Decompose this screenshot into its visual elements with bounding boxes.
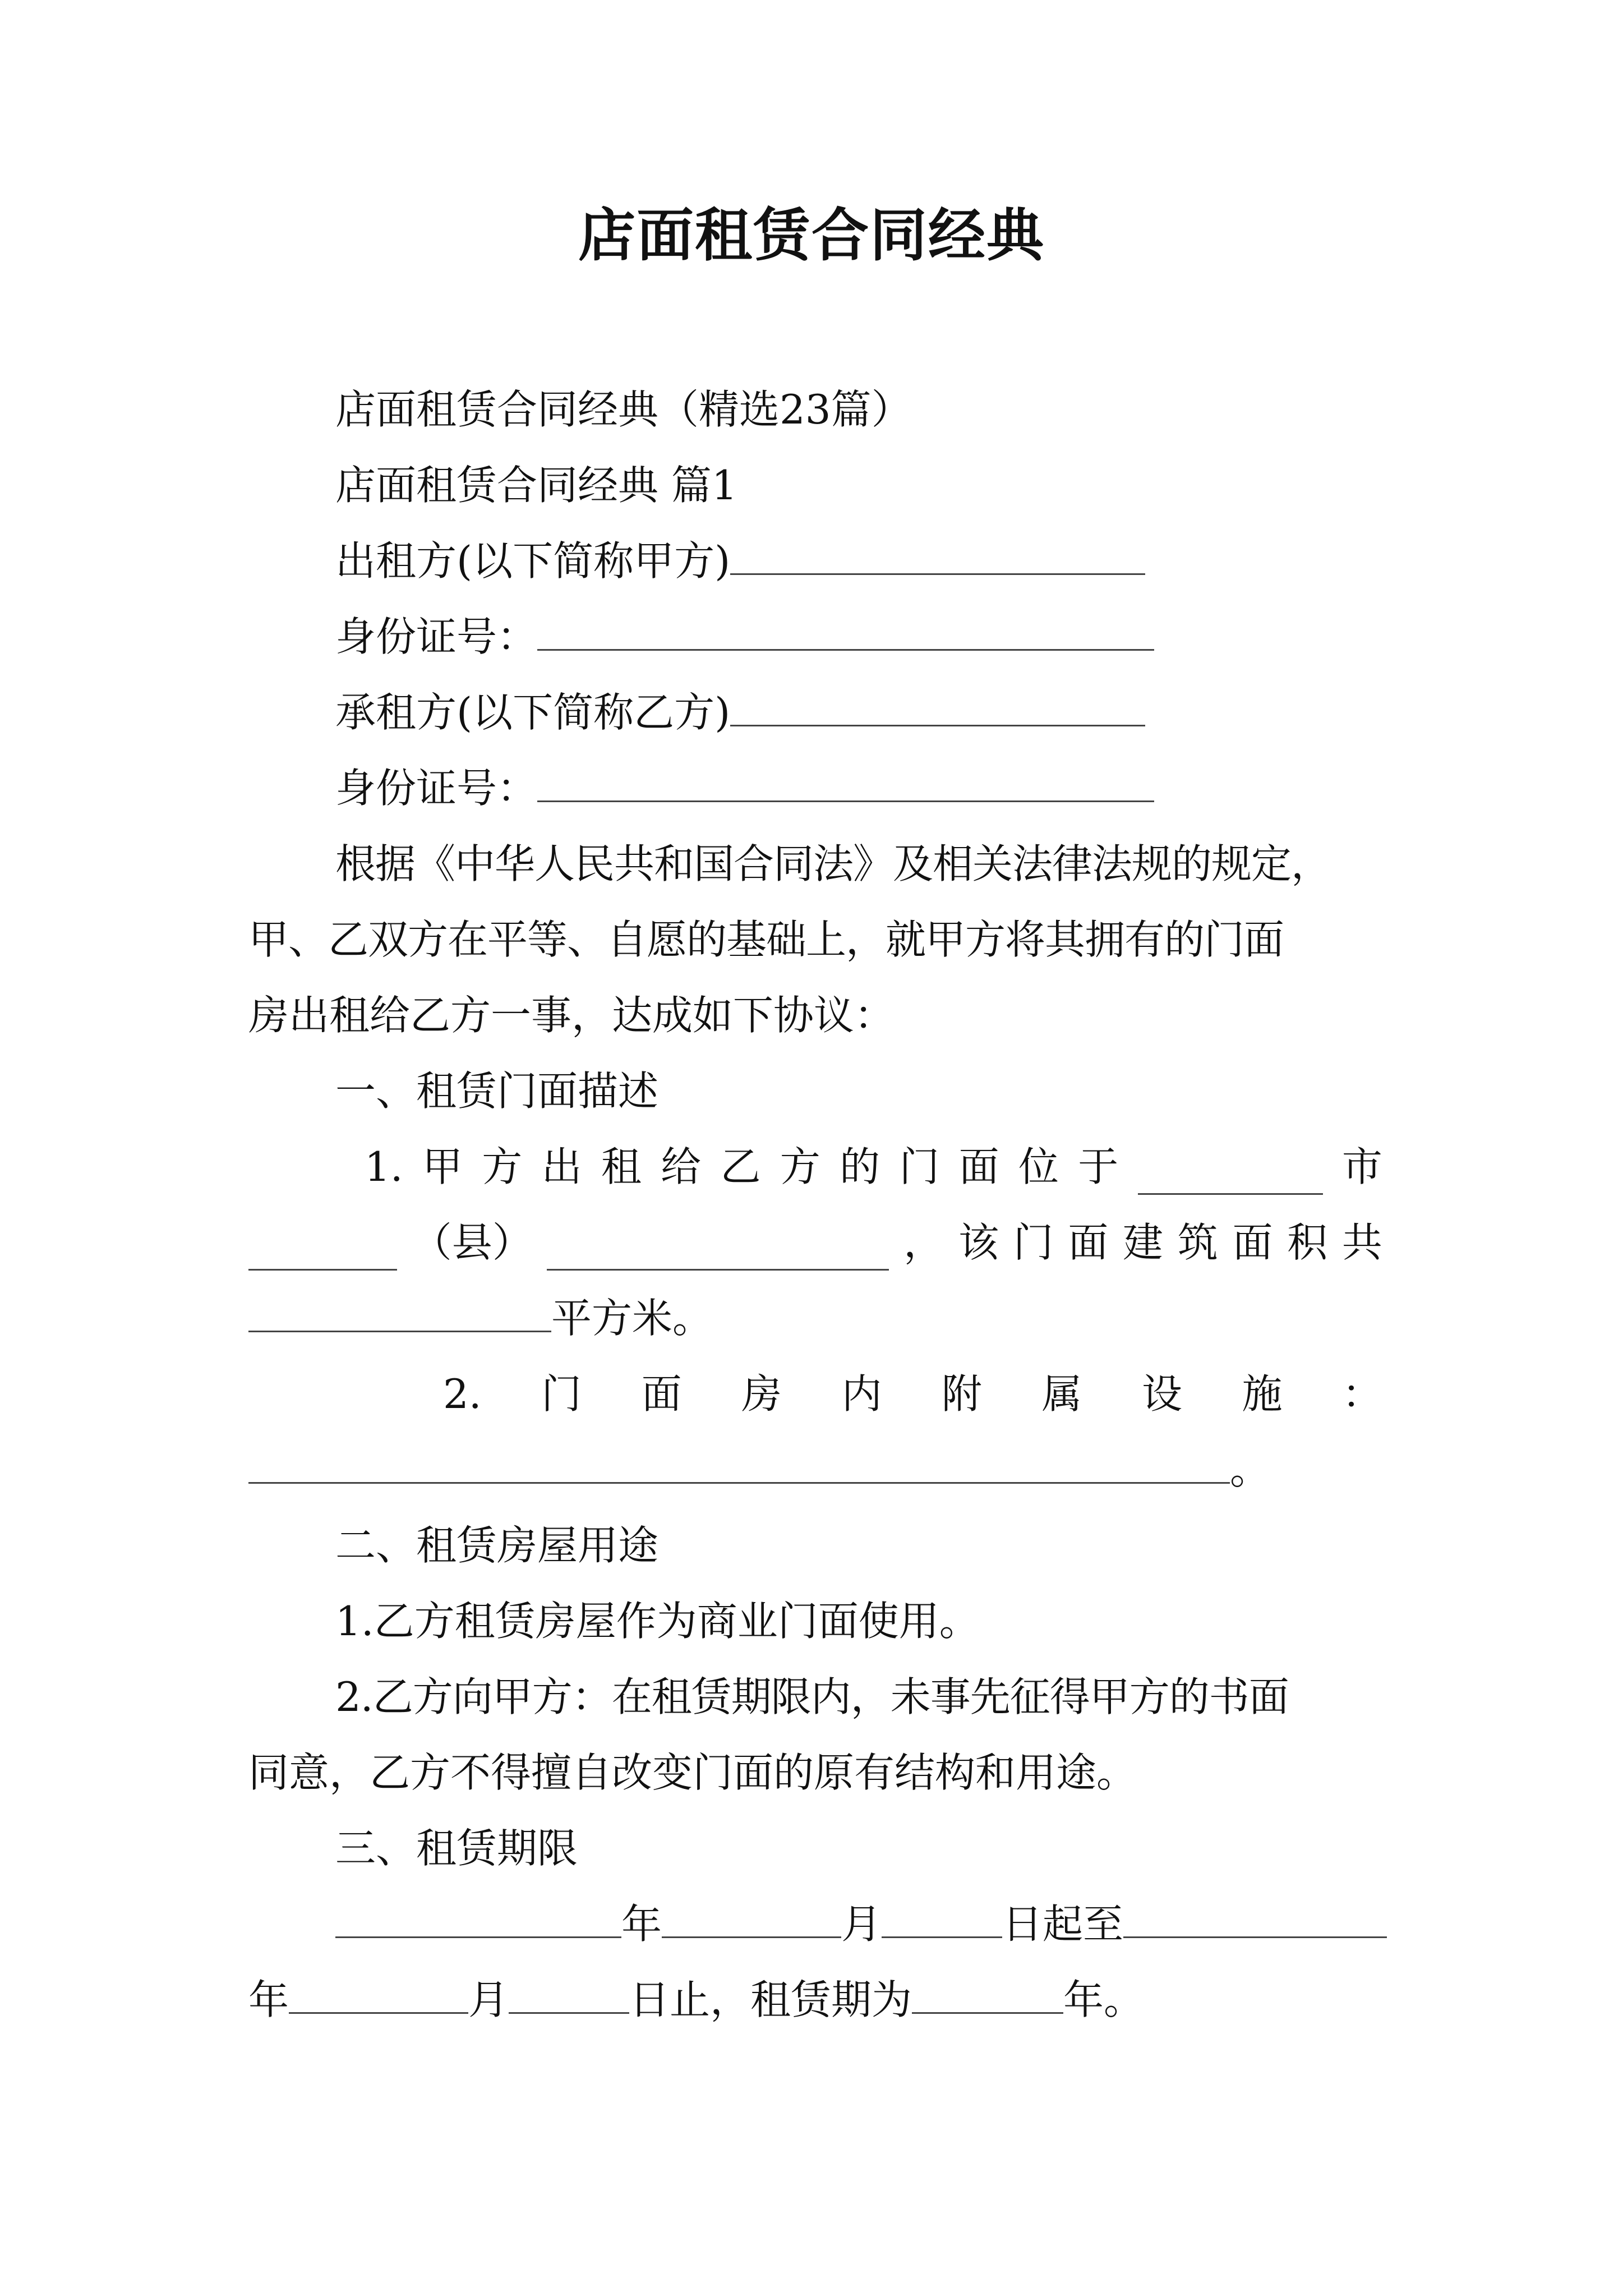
char: ： — [1341, 1370, 1382, 1418]
lessor-id-line — [335, 609, 1154, 665]
char: 附 — [942, 1370, 983, 1418]
char: 积 — [1287, 1219, 1328, 1266]
char: 的 — [840, 1143, 880, 1190]
char: 门 — [899, 1143, 940, 1190]
city-blank — [1138, 1154, 1323, 1195]
intro-line-1: 根据《中华人民共和国合同法》及相关法律法规的规定， — [335, 840, 1331, 887]
char: 施 — [1242, 1370, 1283, 1418]
char: 面 — [958, 1143, 999, 1190]
char: 给 — [661, 1143, 702, 1190]
s2-item1: 1.乙方租赁房屋作为商业门面使用。 — [335, 1598, 980, 1645]
lessor-name-blank — [730, 534, 1145, 575]
s1-item2-line2 — [248, 1442, 1270, 1498]
lessor-id-label: 身份证号： — [335, 613, 538, 660]
lessee-id-blank — [537, 761, 1154, 802]
char: 内 — [841, 1370, 882, 1418]
char: 面 — [1068, 1219, 1109, 1266]
facilities-end: 。 — [1230, 1446, 1271, 1493]
char: 筑 — [1177, 1219, 1218, 1266]
s1-item2-prefix: 2. — [443, 1370, 482, 1418]
lessee-id-line — [335, 760, 1154, 816]
section-1-heading: 一、租赁门面描述 — [335, 1068, 659, 1115]
county-label: （县） — [411, 1219, 533, 1266]
section-heading: 店面租赁合同经典 篇1 — [335, 462, 737, 509]
s1-item1-line1 — [365, 1139, 1382, 1195]
s1-item1-prefix: 1. — [365, 1143, 403, 1190]
document-subtitle: 店面租赁合同经典（精选23篇） — [335, 386, 912, 433]
lessor-id-blank — [537, 610, 1154, 651]
char: 设 — [1141, 1370, 1182, 1418]
s1-item2-line1 — [443, 1366, 1382, 1422]
lessee-label: 承租方(以下简称乙方) — [335, 689, 731, 736]
lessor-label: 出租方(以下简称甲方) — [335, 537, 731, 585]
years-end-label: 年。 — [1063, 1976, 1145, 2023]
section-2-heading: 二、租赁房屋用途 — [335, 1522, 659, 1569]
start-day-blank — [882, 1897, 1002, 1938]
char: 面 — [1232, 1219, 1273, 1266]
city-label: 市 — [1341, 1143, 1382, 1190]
year-label: 年 — [248, 1976, 289, 2023]
char: 租 — [601, 1143, 642, 1190]
char: 方 — [482, 1143, 523, 1190]
end-year-blank — [1123, 1897, 1387, 1938]
char: 共 — [1341, 1219, 1382, 1266]
end-day-blank — [509, 1973, 629, 2014]
year-label: 年 — [621, 1901, 662, 1948]
s2-item2-line1: 2.乙方向甲方：在租赁期限内，未事先征得甲方的书面 — [335, 1673, 1289, 1720]
area-blank — [248, 1291, 551, 1332]
char: 门 — [541, 1370, 582, 1418]
char: 方 — [780, 1143, 820, 1190]
month-label: 月 — [841, 1901, 882, 1948]
start-year-blank — [335, 1897, 621, 1938]
facilities-blank — [248, 1443, 1230, 1484]
intro-line-2: 甲、乙双方在平等、自愿的基础上，就甲方将其拥有的门面 — [248, 916, 1284, 963]
lessee-id-label: 身份证号： — [335, 765, 538, 812]
section-3-heading: 三、租赁期限 — [335, 1825, 578, 1872]
document-title: 店面租赁合同经典 — [578, 202, 1045, 269]
s1-item1-line3 — [248, 1290, 713, 1346]
day-to-label: 日止，租赁期为 — [629, 1976, 912, 2023]
char: 房 — [741, 1370, 782, 1418]
day-from-label: 日起至 — [1002, 1901, 1124, 1948]
char: 面 — [641, 1370, 682, 1418]
lessee-line — [335, 684, 1145, 740]
area-unit: 平方米。 — [551, 1295, 713, 1342]
lessor-line — [335, 533, 1145, 589]
char: 乙 — [720, 1143, 761, 1190]
char: 甲 — [422, 1143, 463, 1190]
lessee-name-blank — [730, 685, 1145, 726]
end-month-blank — [289, 1973, 468, 2014]
char: 门 — [1013, 1219, 1054, 1266]
char: 出 — [541, 1143, 582, 1190]
s2-item2-line2: 同意，乙方不得擅自改变门面的原有结构和用途。 — [248, 1749, 1137, 1796]
char: ， — [903, 1219, 944, 1266]
char: 于 — [1078, 1143, 1119, 1190]
s3-line1 — [335, 1896, 1387, 1952]
char: 属 — [1041, 1370, 1082, 1418]
char: 位 — [1018, 1143, 1059, 1190]
s1-item1-line2 — [248, 1214, 1382, 1271]
start-month-blank — [662, 1897, 841, 1938]
address-blank — [547, 1230, 889, 1271]
intro-line-3: 房出租给乙方一事，达成如下协议： — [248, 992, 895, 1039]
char: 该 — [958, 1219, 999, 1266]
month-label: 月 — [468, 1976, 509, 2023]
char: 建 — [1123, 1219, 1164, 1266]
s3-line2 — [248, 1972, 1144, 2028]
term-blank — [912, 1973, 1063, 2014]
county-blank — [248, 1230, 397, 1271]
